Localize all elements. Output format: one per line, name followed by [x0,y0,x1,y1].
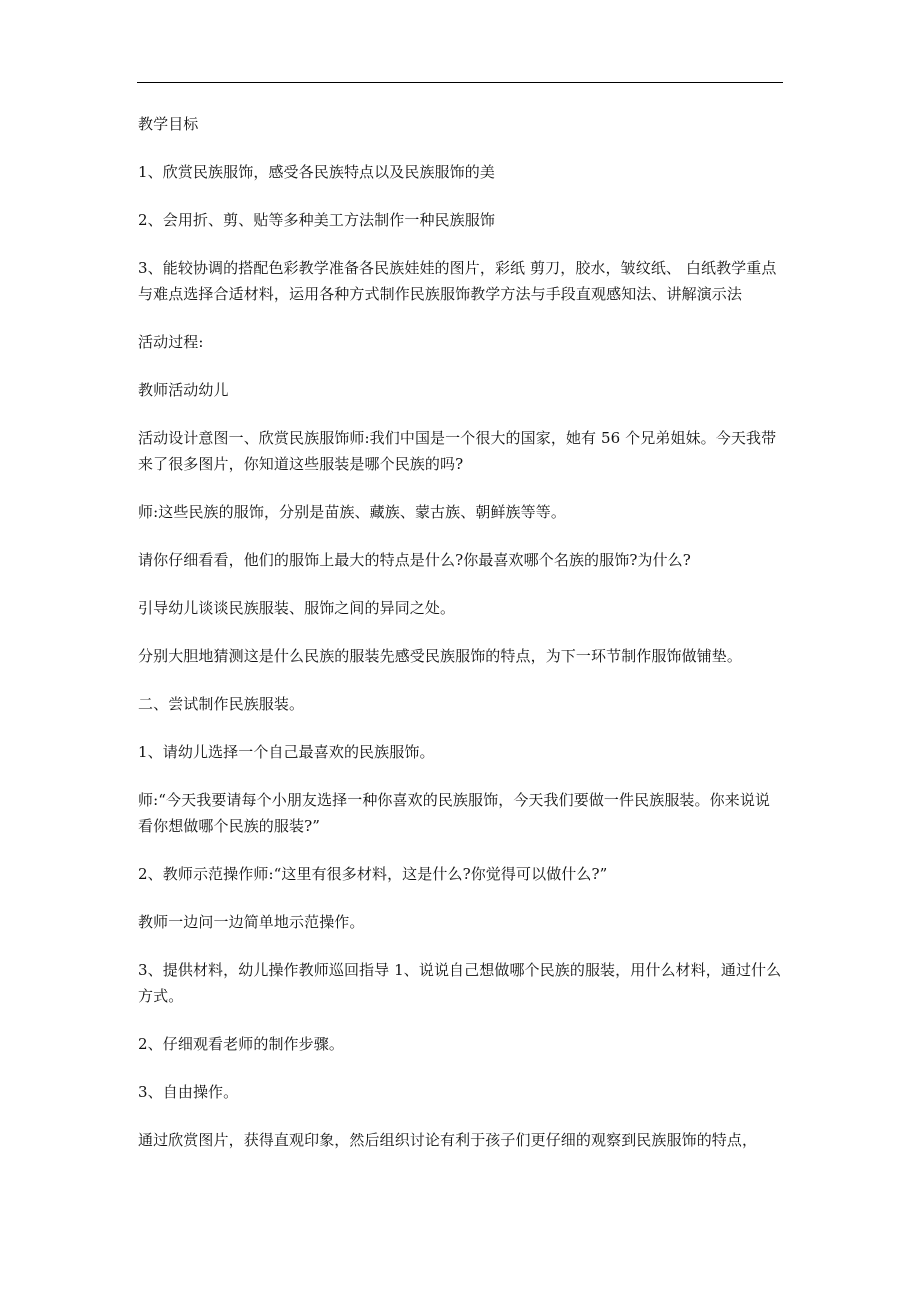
paragraph-activity-process: 活动过程: [138,333,204,351]
header-rule [137,82,783,83]
paragraph-teacher-demo: 2、教师示范操作师:“这里有很多材料，这是什么?你觉得可以做什么?” [138,865,608,883]
paragraph-objective-2: 2、会用折、剪、贴等多种美工方法制作一种民族服饰 [138,211,495,229]
paragraph-teacher-quote: 师:“今天我要请每个小朋友选择一种你喜欢的民族服饰，今天我们要做一件民族服装。你来说说看你想做哪个民族的服装?” [138,791,771,835]
paragraph-watch-steps: 2、仔细观看老师的制作步骤。 [138,1035,344,1053]
paragraph-heading-objectives: 教学目标 [138,115,199,133]
paragraph-objective-3: 3、能较协调的搭配色彩教学准备各民族娃娃的图片，彩纸 剪刀，胶水，皱纹纸、 白纸教学重点与难点选择合适材料，运用各种方式制作民族服饰教学方法与手段直观感知法、讲解演示法 [138,259,777,303]
paragraph-objective-1: 1、欣赏民族服饰，感受各民族特点以及民族服饰的美 [138,163,495,181]
paragraph-provide-materials: 3、提供材料，幼儿操作教师巡回指导 1、说说自己想做哪个民族的服装，用什么材料，通过什么方式。 [138,961,782,1005]
paragraph-guide-discussion: 引导幼儿谈谈民族服装、服饰之间的异同之处。 [138,599,456,617]
paragraph-step-1-appreciate: 活动设计意图一、欣赏民族服饰师:我们中国是一个很大的国家，她有 56 个兄弟姐妹。今天我带来了很多图片，你知道这些服装是哪个民族的吗? [138,429,777,473]
paragraph-demo-while-asking: 教师一边问一边简单地示范操作。 [138,913,365,931]
paragraph-step-2-make: 二、尝试制作民族服装。 [138,695,305,713]
document-body [138,111,785,1175]
paragraph-rationale: 通过欣赏图片，获得直观印象，然后组织讨论有利于孩子们更仔细的观察到民族服饰的特点， [138,1131,758,1149]
paragraph-ethnic-groups: 师:这些民族的服饰，分别是苗族、藏族、蒙古族、朝鲜族等等。 [138,503,566,521]
paragraph-guess: 分别大胆地猜测这是什么民族的服装先感受民族服饰的特点，为下一环节制作服饰做铺垫。 [138,647,743,665]
paragraph-observe-features: 请你仔细看看，他们的服饰上最大的特点是什么?你最喜欢哪个名族的服饰?为什么? [138,551,691,569]
paragraph-teacher-activity: 教师活动幼儿 [138,381,229,399]
paragraph-free-operation: 3、自由操作。 [138,1083,239,1101]
paragraph-choose-costume: 1、请幼儿选择一个自己最喜欢的民族服饰。 [138,743,435,761]
